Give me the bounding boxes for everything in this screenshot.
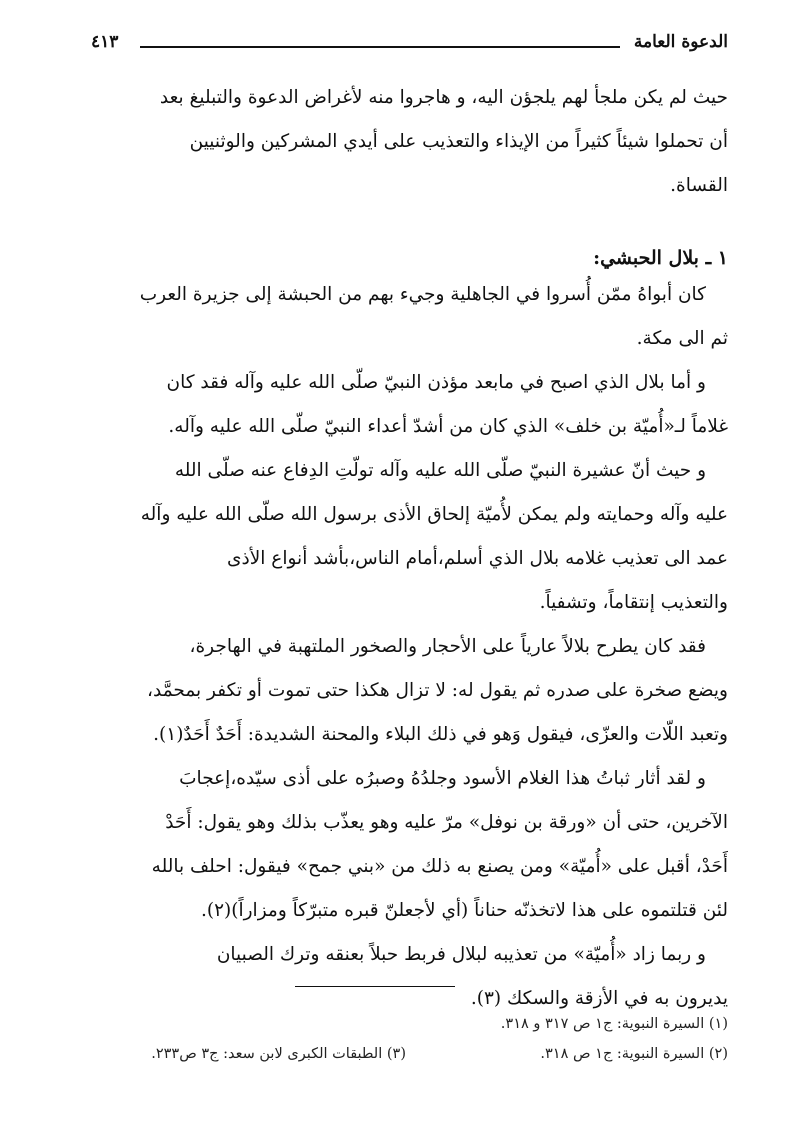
text-line: فقد كان يطرح بلالاً عارياً على الأحجار والصخور الملتهبة في الهاجرة، bbox=[189, 636, 706, 657]
section-body bbox=[98, 273, 728, 1021]
text-line: و لقد أثار ثباتُ هذا الغلام الأسود وجلدُهُ وصبرُه على أذى سيّده،إعجابَ bbox=[179, 768, 706, 789]
text-line: والتعذيب إنتقاماً، وتشفياً. bbox=[539, 592, 728, 613]
section-heading: ١ ـ بلال الحبشي: bbox=[593, 247, 728, 269]
footnote-1: (١) السيرة النبوية: ج١ ص ٣١٧ و ٣١٨. bbox=[500, 1016, 728, 1032]
text-line: لئن قتلتموه على هذا لاتخذنّه حناناً (أي لأجعلنّ قبره متبرّكاً ومزاراً)(٢). bbox=[201, 900, 728, 921]
text-line: و أما بلال الذي اصبح في مابعد مؤذن النبيّ صلّى الله عليه وآله فقد كان bbox=[166, 372, 706, 393]
running-title: الدعوة العامة bbox=[633, 32, 728, 52]
footnote-divider bbox=[295, 986, 455, 987]
text-line: الآخرين، حتى أن «ورقة بن نوفل» مرّ عليه وهو يعذّب بذلك وهو يقول: أَحَدْ bbox=[165, 812, 728, 833]
text-line: كان أبواهُ ممّن أُسروا في الجاهلية وجيء بهم من الحبشة إلى جزيرة العرب bbox=[139, 284, 706, 305]
footnote-2: (٢) السيرة النبوية: ج١ ص ٣١٨. bbox=[540, 1046, 728, 1062]
text-line: يديرون به في الأزقة والسكك (٣). bbox=[470, 988, 728, 1009]
header-rule bbox=[140, 46, 620, 48]
text-line: أن تحملوا شيئاً كثيراً من الإيذاء والتعذيب على أيدي المشركين والوثنيين bbox=[189, 131, 728, 152]
text-line: القساة. bbox=[670, 175, 728, 196]
intro-paragraph bbox=[98, 76, 728, 208]
text-line: عليه وآله وحمايته ولم يمكن لأُميّة إلحاق الأذى برسول الله صلّى الله عليه وآله bbox=[140, 504, 728, 525]
footnote-3: (٣) الطبقات الكبرى لابن سعد: ج٣ ص٢٣٣. bbox=[151, 1046, 406, 1062]
page-number: ٤١٣ bbox=[91, 32, 119, 52]
text-line: و ربما زاد «أُميّة» من تعذيبه لبلال فربط حبلاً بعنقه وترك الصبيان bbox=[216, 944, 706, 965]
text-line: و حيث أنّ عشيرة النبيّ صلّى الله عليه وآله تولّتِ الدِفاع عنه صلّى الله bbox=[174, 460, 706, 481]
text-line: حيث لم يكن ملجأ لهم يلجؤن اليه، و هاجروا منه لأغراض الدعوة والتبليغ بعد bbox=[159, 87, 728, 108]
text-line: غلاماً لـ«أُميّة بن خلف» الذي كان من أشدّ أعداء النبيّ صلّى الله عليه وآله. bbox=[168, 416, 728, 437]
text-line: وتعبد اللّات والعزّى، فيقول وَهو في ذلك البلاء والمحنة الشديدة: أَحَدٌ أَحَدٌ(١). bbox=[153, 724, 728, 745]
text-line: عمد الى تعذيب غلامه بلال الذي أسلم،أمام الناس،بأشد أنواع الأذى bbox=[227, 548, 728, 569]
text-line: ثم الى مكة. bbox=[636, 328, 728, 349]
text-line: ويضع صخرة على صدره ثم يقول له: لا تزال هكذا حتى تموت أو تكفر بمحمَّد، bbox=[147, 680, 728, 701]
text-line: أَحَدْ، أقبل على «أُميّة» ومن يصنع به ذلك من «بني جمح» فيقول: احلف بالله bbox=[151, 856, 728, 877]
